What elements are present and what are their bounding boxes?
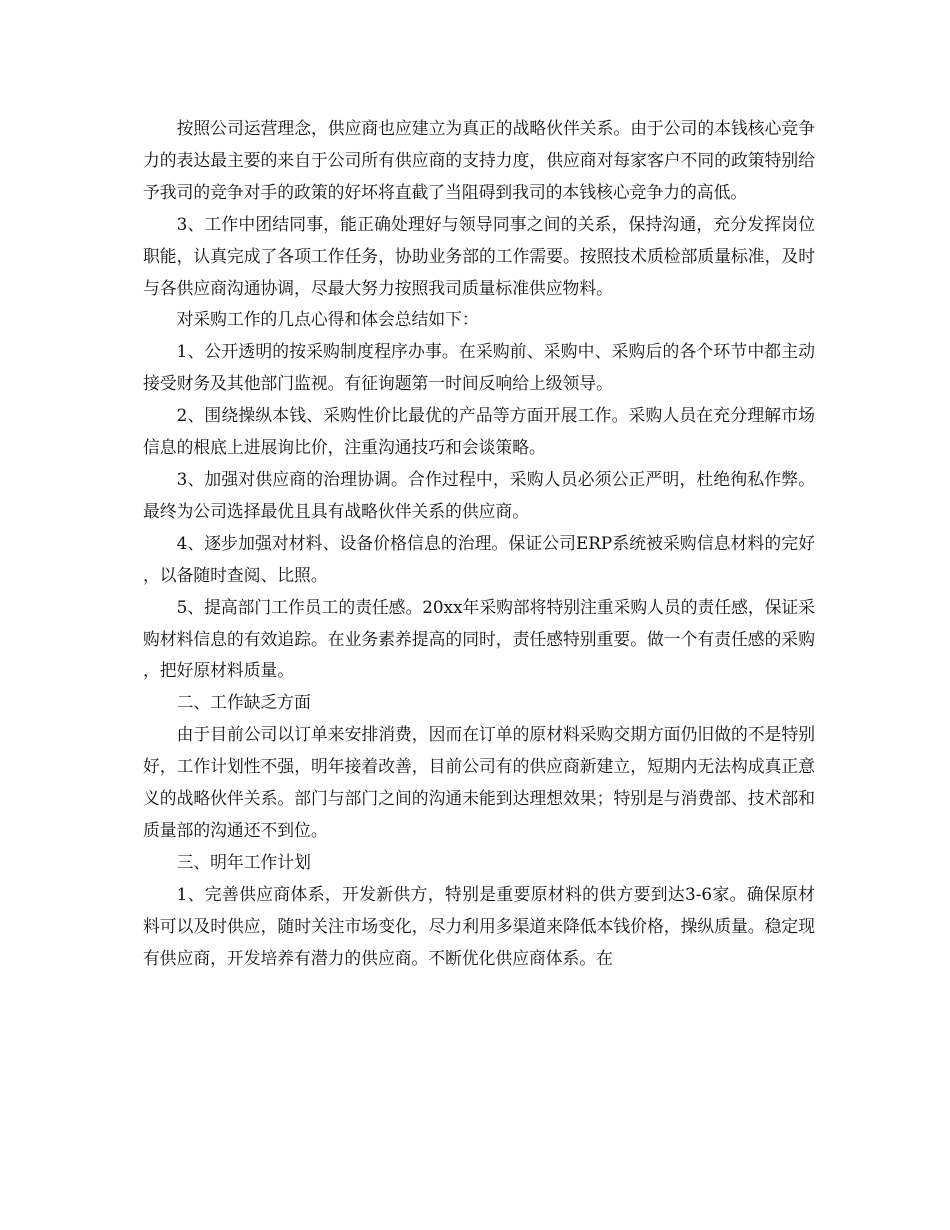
paragraph-teamwork: 3、工作中团结同事，能正确处理好与领导同事之间的关系，保持沟通，充分发挥岗位职能，认真完成了各项工作任务，协助业务部的工作需要。按照技术质检部质量标准，及时与各供应商沟通协调，尽最大努力按照我司质量标准供应物料。 (143, 213, 815, 298)
paragraph-supplier-partnership: 按照公司运营理念，供应商也应建立为真正的战略伙伴关系。由于公司的本钱核心竞争力的表达最主要的来自于公司所有供应商的支持力度，供应商对每家客户不同的政策特别给予我司的竞争对手的政策的好坏将直截了当阻碍到我司的本钱核心竞争力的高低。 (143, 118, 815, 202)
paragraph-shortcomings: 由于目前公司以订单来安排消费，因而在订单的原材料采购交期方面仍旧做的不是特别好，工作计划性不强，明年接着改善，目前公司有的供应商新建立，短期内无法构成真正意义的战略伙伴关系。部门与部门之间的沟通未能到达理想效果；特别是与消费部、技术部和质量部的沟通还不到位。 (143, 724, 815, 840)
paragraph-point-2: 2、围绕操纵本钱、采购性价比最优的产品等方面开展工作。采购人员在充分理解市场信息的根底上进展询比价，注重沟通技巧和会谈策略。 (143, 405, 815, 458)
paragraph-point-4: 4、逐步加强对材料、设备价格信息的治理。保证公司ERP系统被采购信息材料的完好，以备随时查阅、比照。 (143, 532, 815, 585)
section-heading-shortcomings: 二、工作缺乏方面 (176, 692, 311, 713)
paragraph-point-5: 5、提高部门工作员工的责任感。20xx年采购部将特别注重采购人员的责任感，保证采购材料信息的有效追踪。在业务素养提高的同时，责任感特别重要。做一个有责任感的采购，把好原材料质量。 (143, 596, 815, 681)
document-body (143, 113, 815, 974)
section-heading-next-year-plan: 三、明年工作计划 (176, 851, 311, 872)
paragraph-point-1: 1、公开透明的按采购制度程序办事。在采购前、采购中、采购后的各个环节中都主动接受财务及其他部门监视。有征询题第一时间反响给上级领导。 (143, 341, 815, 394)
paragraph-point-3: 3、加强对供应商的治理协调。合作过程中，采购人员必须公正严明，杜绝徇私作弊。最终为公司选择最优且具有战略伙伴关系的供应商。 (143, 468, 815, 521)
paragraph-plan-1: 1、完善供应商体系，开发新供方，特别是重要原材料的供方要到达3-6家。确保原材料可以及时供应，随时关注市场变化，尽力利用多渠道来降低本钱价格，操纵质量。稳定现有供应商，开发培养有潜力的供应商。不断优化供应商体系。在 (143, 883, 815, 968)
paragraph-summary-intro: 对采购工作的几点心得和体会总结如下： (176, 309, 479, 330)
